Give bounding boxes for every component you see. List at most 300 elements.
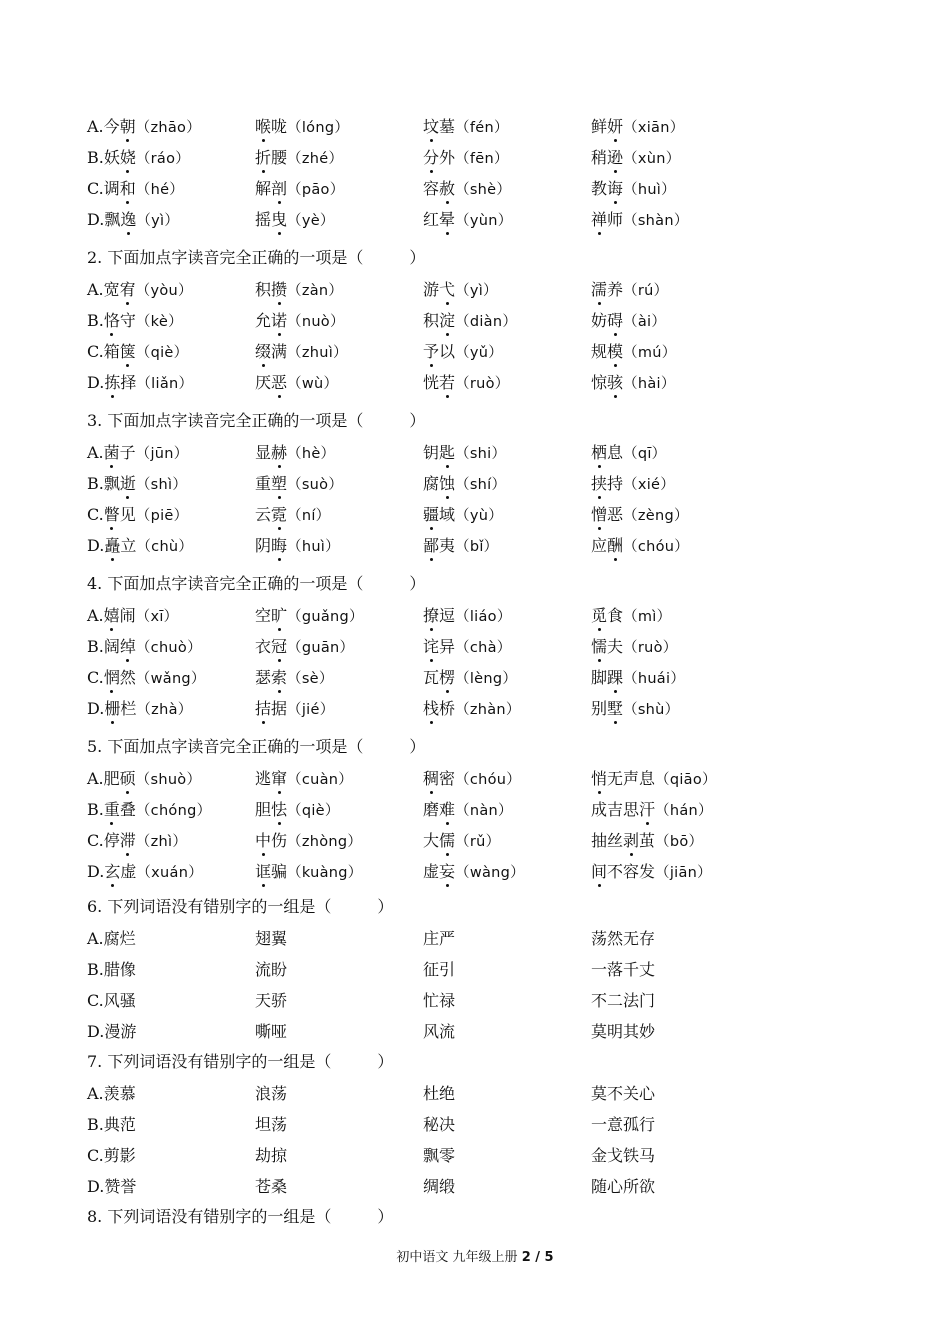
pinyin: （yì） [136, 213, 180, 229]
word-text: 肥 [103, 769, 120, 788]
answer-cell [87, 502, 255, 525]
word-text: 子 [119, 443, 136, 462]
answer-cell [591, 440, 791, 463]
option-row [87, 922, 887, 953]
question-text-end: ） [409, 411, 426, 430]
dotted-char: 觅 [591, 603, 607, 626]
answer-cell [423, 339, 591, 362]
page-footer [0, 1246, 950, 1265]
dotted-char: 逸 [120, 207, 136, 230]
dotted-char: 撩 [423, 603, 439, 626]
answer-cell [87, 471, 255, 494]
word-text: 抽丝 [591, 831, 624, 850]
answer-cell [591, 114, 791, 137]
dotted-char: 汗 [639, 797, 655, 820]
word-text: 一落千丈 [591, 960, 656, 979]
question-text-end: ） [409, 574, 426, 593]
word-text: 漫游 [104, 1022, 137, 1041]
answer-cell [87, 176, 255, 199]
question-text-end: ） [377, 1207, 394, 1226]
question-3 [87, 405, 887, 560]
dotted-char: 酬 [607, 533, 623, 556]
answer-cell [423, 308, 591, 331]
answer-cell [423, 277, 591, 300]
pinyin: （huì） [287, 539, 340, 555]
word-text: 飘 [104, 210, 121, 229]
word-text: 重 [255, 474, 272, 493]
pinyin: （yù） [455, 508, 504, 524]
dotted-char: 曳 [271, 207, 287, 230]
word-text: 停 [103, 831, 120, 850]
word-text: 脚 [591, 668, 608, 687]
answer-cell [423, 533, 591, 556]
dotted-char: 淀 [439, 308, 455, 331]
answer-cell [255, 145, 423, 168]
question-text: 2. 下面加点字读音完全正确的一项是（ [87, 248, 364, 267]
answer-cell [255, 370, 423, 393]
option-row [87, 692, 887, 723]
answer-cell [423, 370, 591, 393]
answer-cell [87, 665, 255, 688]
answer-cell [255, 502, 423, 525]
option-letter: C. [87, 179, 104, 198]
option-letter: A. [87, 1084, 104, 1103]
dotted-char: 嬉 [104, 603, 120, 626]
pinyin: （fēn） [455, 151, 509, 167]
word-text: 无声息 [607, 769, 656, 788]
pinyin: （wǎng） [135, 671, 206, 687]
option-row [87, 172, 887, 203]
pinyin: （liǎn） [136, 376, 194, 392]
dotted-char: 诧 [423, 634, 439, 657]
option-letter: D. [87, 210, 105, 229]
dotted-char: 攒 [271, 277, 287, 300]
option-row [87, 630, 887, 661]
dotted-char: 硕 [120, 766, 136, 789]
option-letter: D. [87, 536, 105, 555]
dotted-char: 喉 [255, 114, 271, 137]
word-text: 密 [439, 769, 456, 788]
dotted-char: 菌 [104, 440, 120, 463]
answer-cell [255, 277, 423, 300]
question-text-end: ） [409, 737, 426, 756]
word-text: 金戈铁马 [591, 1146, 656, 1165]
answer-cell [255, 797, 423, 820]
pinyin: （kuàng） [287, 865, 363, 881]
option-letter: C. [87, 1146, 104, 1165]
option-row [87, 984, 887, 1015]
option-row [87, 855, 887, 886]
answer-cell [423, 766, 591, 789]
word-text: 守 [119, 311, 136, 330]
answer-cell [423, 207, 591, 230]
dotted-char: 挟 [591, 471, 607, 494]
word-text: 妖 [103, 148, 120, 167]
word-text: 墓 [439, 117, 456, 136]
word-text: 典范 [103, 1115, 136, 1134]
pinyin: （shàn） [623, 213, 689, 229]
option-letter: A. [87, 929, 104, 948]
option-letter: D. [87, 1177, 105, 1196]
question-text: 8. 下列词语没有错别字的一组是（ [87, 1207, 332, 1226]
pinyin: （hè） [287, 446, 336, 462]
pinyin: （huái） [623, 671, 686, 687]
word-text: 恶 [607, 505, 624, 524]
dotted-char: 旷 [271, 603, 287, 626]
dotted-char: 娆 [120, 145, 136, 168]
word-text: 积 [423, 311, 440, 330]
word-text: 赞誉 [104, 1177, 137, 1196]
answer-cell [87, 1143, 255, 1166]
word-text: 钥 [423, 443, 440, 462]
pinyin: （cuàn） [287, 772, 354, 788]
word-text: 摇 [255, 210, 272, 229]
word-text: 忙禄 [423, 991, 456, 1010]
dotted-char: 诓 [255, 859, 271, 882]
word-text: 杜绝 [423, 1084, 456, 1103]
option-letter: C. [87, 668, 104, 687]
answer-cell [87, 634, 255, 657]
option-letter: C. [87, 831, 104, 850]
answer-cell [255, 634, 423, 657]
option-letter: D. [87, 862, 105, 881]
dotted-char: 塑 [271, 471, 287, 494]
dotted-char: 鄙 [423, 533, 439, 556]
answer-cell [255, 114, 423, 137]
pinyin: （suò） [287, 477, 344, 493]
option-letter: B. [87, 311, 104, 330]
pinyin: （lèng） [455, 671, 518, 687]
option-row [87, 599, 887, 630]
pinyin: （jié） [287, 702, 335, 718]
pinyin: （zhé） [287, 151, 344, 167]
answer-cell [87, 145, 255, 168]
answer-cell [591, 370, 791, 393]
option-row [87, 529, 887, 560]
dotted-char: 箧 [120, 339, 136, 362]
word-text: 允 [255, 311, 272, 330]
dotted-char: 栖 [591, 440, 607, 463]
pinyin: （qī） [623, 446, 667, 462]
word-text: 立 [120, 536, 137, 555]
dotted-char: 朝 [120, 114, 136, 137]
answer-cell [255, 533, 423, 556]
pinyin: （xī） [135, 609, 179, 625]
dotted-char: 折 [255, 145, 271, 168]
dotted-char: 予 [423, 339, 439, 362]
option-letter: A. [87, 606, 104, 625]
pinyin: （mì） [623, 609, 672, 625]
answer-cell [255, 696, 423, 719]
option-row [87, 141, 887, 172]
word-text: 恍 [423, 373, 440, 392]
answer-cell [591, 603, 791, 626]
question-5 [87, 731, 887, 886]
word-text: 鲜 [591, 117, 608, 136]
dotted-char: 和 [120, 176, 136, 199]
answer-cell [255, 828, 423, 851]
answer-cell [87, 114, 255, 137]
answer-cell [87, 1174, 255, 1197]
dotted-char: 骇 [607, 370, 623, 393]
option-row [87, 467, 887, 498]
word-text: 规 [591, 342, 608, 361]
word-text: 食 [607, 606, 624, 625]
question-title [87, 242, 887, 273]
pinyin: （zhì） [135, 834, 188, 850]
question-title [87, 568, 887, 599]
pinyin: （zhāo） [135, 120, 202, 136]
answer-cell [591, 277, 791, 300]
pinyin: （shi） [455, 446, 507, 462]
option-row [87, 953, 887, 984]
answer-cell [255, 859, 423, 882]
pinyin: （qiāo） [655, 772, 717, 788]
answer-cell [87, 603, 255, 626]
dotted-char: 冠 [271, 634, 287, 657]
answer-cell [423, 440, 591, 463]
answer-cell [255, 665, 423, 688]
dotted-char: 拮 [255, 696, 271, 719]
footer-text: 初中语文 九年级上册 [396, 1250, 522, 1265]
answer-cell [591, 634, 791, 657]
word-text: 不二法门 [591, 991, 656, 1010]
answer-cell [423, 176, 591, 199]
dotted-char: 踝 [607, 665, 623, 688]
dotted-char: 剥 [623, 828, 639, 851]
word-text: 解 [255, 179, 272, 198]
pinyin: （guǎng） [287, 609, 364, 625]
dotted-char: 逊 [607, 145, 623, 168]
answer-cell [255, 440, 423, 463]
pinyin: （chà） [455, 640, 512, 656]
word-text: 满 [271, 342, 288, 361]
dotted-char: 憎 [591, 502, 607, 525]
dotted-char: 坟 [423, 114, 439, 137]
option-row [87, 304, 887, 335]
word-text: 绸缎 [423, 1177, 456, 1196]
pinyin: （huì） [623, 182, 676, 198]
dotted-char: 恪 [104, 308, 120, 331]
pinyin: （sè） [287, 671, 334, 687]
dotted-char: 剖 [271, 176, 287, 199]
word-text: 羡慕 [103, 1084, 136, 1103]
pinyin: （chóu） [623, 539, 690, 555]
word-text: 浪荡 [255, 1084, 288, 1103]
pinyin: （chóng） [135, 803, 212, 819]
option-letter: B. [87, 960, 104, 979]
pinyin: （ruò） [455, 376, 510, 392]
word-text: 衣 [255, 637, 272, 656]
answer-cell [87, 207, 255, 230]
dotted-char: 恶 [271, 370, 287, 393]
pinyin: （ní） [287, 508, 331, 524]
pinyin: （liáo） [455, 609, 512, 625]
word-text: 劫掠 [255, 1146, 288, 1165]
word-text: 择 [120, 373, 137, 392]
word-text: 一意孤行 [591, 1115, 656, 1134]
dotted-char: 缀 [255, 339, 271, 362]
answer-cell [423, 797, 591, 820]
answer-cell [591, 797, 791, 820]
option-letter: B. [87, 148, 104, 167]
option-row [87, 661, 887, 692]
dotted-char: 栅 [104, 696, 120, 719]
answer-cell [87, 1112, 255, 1135]
answer-cell [423, 502, 591, 525]
dotted-char: 分 [423, 145, 439, 168]
dotted-char: 悄 [591, 766, 607, 789]
word-text: 叠 [119, 800, 136, 819]
option-row [87, 793, 887, 824]
word-text: 腊像 [103, 960, 136, 979]
answer-cell [591, 207, 791, 230]
option-row [87, 335, 887, 366]
answer-cell [87, 277, 255, 300]
word-text: 莫不关心 [591, 1084, 656, 1103]
word-text: 瑟 [255, 668, 272, 687]
page-number: 2 / 5 [521, 1250, 554, 1265]
question-title [87, 891, 887, 922]
word-text: 流盼 [255, 960, 288, 979]
pinyin: （bǐ） [455, 539, 499, 555]
dotted-char: 妍 [607, 114, 623, 137]
word-text: 坦荡 [255, 1115, 288, 1134]
answer-cell [255, 308, 423, 331]
pinyin: （nàn） [455, 803, 513, 819]
dotted-char: 赦 [439, 176, 455, 199]
pinyin: （piē） [135, 508, 189, 524]
word-text: 虚 [423, 862, 440, 881]
answer-cell [87, 766, 255, 789]
pinyin: （rǔ） [455, 834, 501, 850]
word-text: 然 [119, 668, 136, 687]
word-text: 磨 [423, 800, 440, 819]
answer-cell [423, 859, 591, 882]
pinyin: （jiān） [655, 865, 712, 881]
dotted-char: 蚀 [439, 471, 455, 494]
answer-cell [87, 339, 255, 362]
word-text: 大 [423, 831, 440, 850]
question-text-end: ） [377, 897, 394, 916]
pinyin: （shuò） [135, 772, 202, 788]
word-text: 逗 [439, 606, 456, 625]
answer-cell [255, 339, 423, 362]
option-letter: C. [87, 505, 104, 524]
option-letter: B. [87, 637, 104, 656]
word-text: 苍桑 [255, 1177, 288, 1196]
dotted-char: 晕 [439, 207, 455, 230]
word-text: 容 [423, 179, 440, 198]
dotted-char: 矗 [104, 533, 120, 556]
pinyin: （zhuì） [287, 345, 348, 361]
question-7 [87, 1046, 887, 1201]
answer-cell [87, 828, 255, 851]
pinyin: （qiè） [135, 345, 189, 361]
answer-cell [423, 696, 591, 719]
option-letter: C. [87, 342, 104, 361]
pinyin: （yǔ） [455, 345, 504, 361]
option-letter: C. [87, 991, 104, 1010]
word-text: 异 [439, 637, 456, 656]
pinyin: （xiān） [623, 120, 685, 136]
question-text-end: ） [377, 1052, 394, 1071]
pinyin: （pāo） [287, 182, 345, 198]
word-text: 伤 [271, 831, 288, 850]
dotted-char: 惘 [104, 665, 120, 688]
dotted-char: 濡 [591, 277, 607, 300]
word-text: 风流 [423, 1022, 456, 1041]
dotted-char: 逝 [120, 471, 136, 494]
option-letter: B. [87, 800, 104, 819]
answer-cell [87, 797, 255, 820]
dotted-char: 诺 [271, 308, 287, 331]
dotted-char: 霓 [271, 502, 287, 525]
option-letter: D. [87, 373, 105, 392]
dotted-char: 怯 [271, 797, 287, 820]
word-text: 桥 [439, 699, 456, 718]
pinyin: （xùn） [623, 151, 681, 167]
answer-cell [591, 533, 791, 556]
answer-cell [87, 988, 255, 1011]
word-text: 成吉思 [591, 800, 640, 819]
word-text: 莫明其妙 [591, 1022, 656, 1041]
question-title [87, 1046, 887, 1077]
option-letter: B. [87, 474, 104, 493]
pinyin: （mú） [623, 345, 677, 361]
word-text: 闹 [119, 606, 136, 625]
question-8 [87, 1201, 887, 1232]
dotted-char: 儒 [439, 828, 455, 851]
question-title [87, 1201, 887, 1232]
pinyin: （nuò） [287, 314, 345, 330]
word-text: 征引 [423, 960, 456, 979]
option-row [87, 1108, 887, 1139]
option-row [87, 273, 887, 304]
word-text: 别 [591, 699, 608, 718]
word-text: 今 [103, 117, 120, 136]
dotted-char: 懦 [591, 634, 607, 657]
word-text: 妨 [591, 311, 608, 330]
pinyin: （ruò） [623, 640, 678, 656]
dotted-char: 疆 [423, 502, 439, 525]
question-text-end: ） [409, 248, 426, 267]
question-text: 5. 下面加点字读音完全正确的一项是（ [87, 737, 364, 756]
dotted-char: 难 [439, 797, 455, 820]
answer-cell [423, 828, 591, 851]
word-text: 天骄 [255, 991, 288, 1010]
word-text: 逃 [255, 769, 272, 788]
option-row [87, 498, 887, 529]
word-text: 宽 [103, 280, 120, 299]
dotted-char: 重 [104, 797, 120, 820]
word-text: 箱 [103, 342, 120, 361]
option-row [87, 436, 887, 467]
word-text: 夫 [607, 637, 624, 656]
answer-cell [591, 859, 791, 882]
dotted-char: 匙 [439, 440, 455, 463]
word-text: 稍 [591, 148, 608, 167]
question-2 [87, 242, 887, 397]
worksheet-content [87, 110, 887, 1232]
question-text: 6. 下列词语没有错别字的一组是（ [87, 897, 332, 916]
dotted-char: 玄 [104, 859, 120, 882]
pinyin: （bō） [655, 834, 704, 850]
word-text: 瓦 [423, 668, 440, 687]
word-text: 腐 [423, 474, 440, 493]
dotted-char: 拣 [104, 370, 120, 393]
answer-cell [255, 207, 423, 230]
